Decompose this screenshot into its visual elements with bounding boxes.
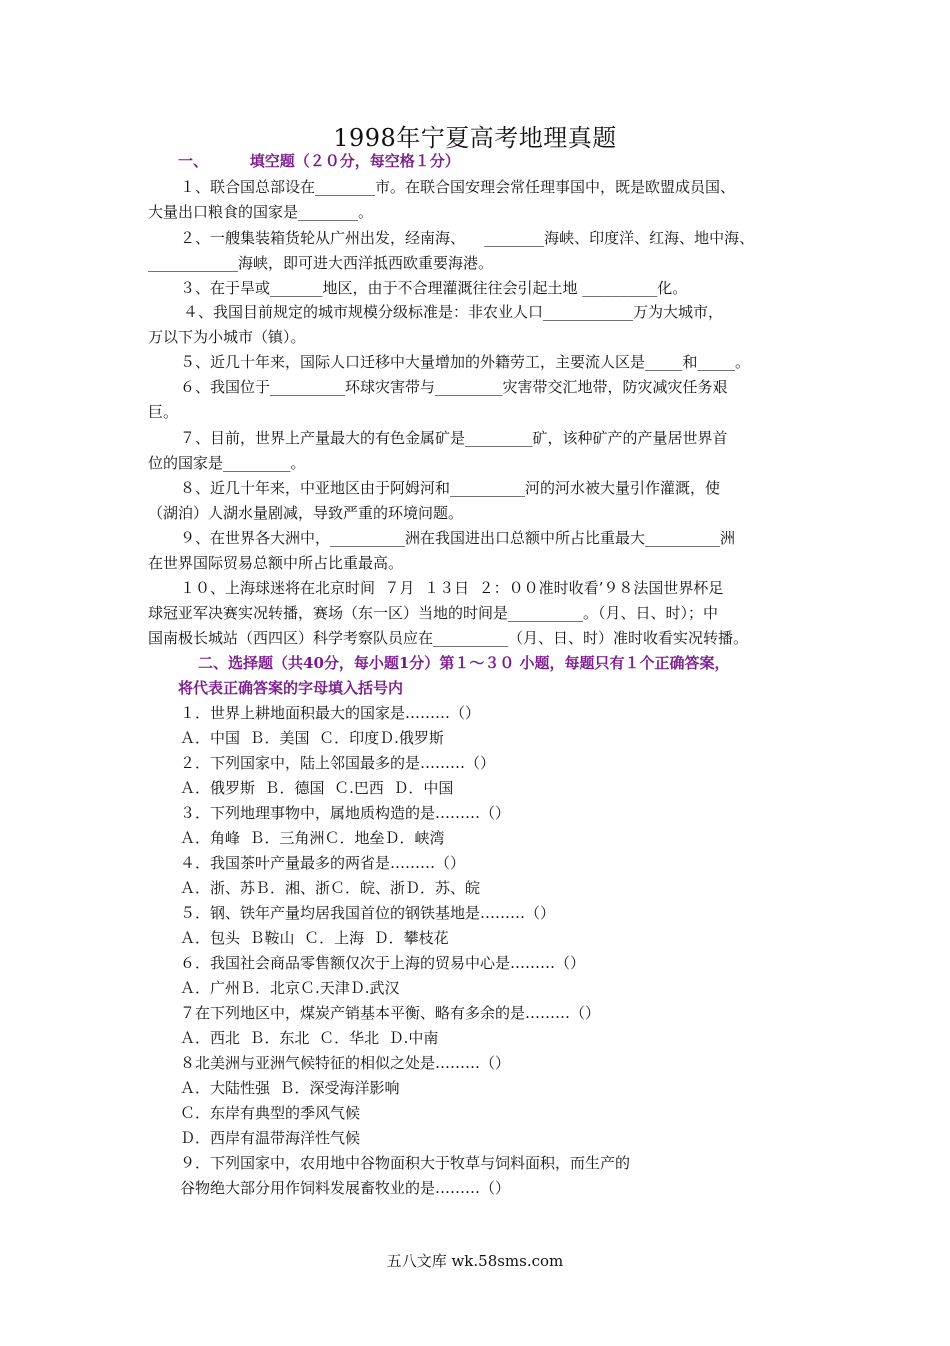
- question-line: ５．钢、铁年产量均居我国首位的钢铁基地是………（）: [180, 904, 556, 922]
- section2-heading-cont: 将代表正确答案的字母填入括号内: [178, 679, 404, 697]
- fill-line: 位的国家是_________。: [148, 454, 306, 472]
- question-line: １．世界上耕地面积最大的国家是………（）: [180, 704, 481, 722]
- fill-line: ３、在于旱或_______地区，由于不合理灌溉往往会引起土地 __________化。: [180, 279, 688, 297]
- fill-line: ５、近几十年来，国际人口迁移中大量增加的外籍劳工，主要流人区是_____和_____。: [180, 353, 751, 371]
- option-line: Ｄ．西岸有温带海洋性气候: [180, 1129, 361, 1147]
- question-line: ７在下列地区中，煤炭产销基本平衡、略有多余的是………（）: [180, 1004, 601, 1022]
- fill-line: ６、我国位于__________环球灾害带与_________灾害带交汇地带，防灾减灾任务艰: [180, 378, 728, 396]
- fill-line: 巨。: [148, 403, 179, 421]
- fill-line: ９、在世界各大洲中，__________洲在我国进出口总额中所占比重最大__________洲: [180, 529, 736, 547]
- fill-line: ４、我国目前规定的城市规模分级标准是：非农业人口____________万为大城市，: [183, 303, 724, 321]
- fill-line: 在世界国际贸易总额中所占比重最高。: [148, 554, 404, 572]
- question-line: ６．我国社会商品零售额仅次于上海的贸易中心是………（）: [180, 954, 586, 972]
- question-line: ８北美洲与亚洲气候特征的相似之处是………（）: [180, 1054, 511, 1072]
- question-line: ３．下列地理事物中，属地质构造的是………（）: [180, 804, 511, 822]
- fill-line: （湖泊）人湖水量剧减，导致严重的环境问题。: [148, 504, 464, 522]
- fill-line: ____________海峡，即可进大西洋抵西欧重要海港。: [148, 254, 494, 272]
- fill-line: ２、一艘集装箱货轮从广州出发，经南海、 ________海峡、印度洋、红海、地中海、: [180, 229, 755, 247]
- option-line: Ａ．角峰 Ｂ．三角洲Ｃ．地垒Ｄ．峡湾: [180, 829, 445, 847]
- fill-line: ７、目前，世界上产量最大的有色金属矿是_________矿，该种矿产的产量居世界首: [180, 429, 728, 447]
- fill-line: 球冠亚军决赛实况转播，赛场（东一区）当地的时间是__________。（月、日、时）；中: [148, 604, 719, 622]
- option-line: Ａ．包头 Ｂ鞍山 Ｃ．上海 Ｄ．攀枝花: [180, 929, 449, 947]
- fill-line: １、联合国总部设在________市。在联合国安理会常任理事国中，既是欧盟成员国、: [180, 178, 736, 196]
- question-line: ９．下列国家中，农用地中谷物面积大于牧草与饲料面积，而生产的: [180, 1154, 631, 1172]
- page-footer: 五八文库 wk.58sms.com: [386, 1252, 564, 1270]
- question-line: ２．下列国家中，陆上邻国最多的是………（）: [180, 754, 496, 772]
- option-line: Ｃ．东岸有典型的季风气候: [180, 1104, 361, 1122]
- option-line: Ａ．浙、苏Ｂ．湘、浙Ｃ．皖、浙Ｄ．苏、皖: [180, 879, 481, 897]
- option-line: Ａ．俄罗斯 Ｂ．德国 Ｃ.巴西 Ｄ．中国: [180, 779, 454, 797]
- fill-line: 万以下为小城市（镇）。: [148, 328, 306, 346]
- document-title: 1998年宁夏高考地理真题: [333, 124, 617, 152]
- question-line: 谷物绝大部分用作饲料发展畜牧业的是………（）: [180, 1179, 511, 1197]
- fill-line: 国南极长城站（西四区）科学考察队员应在__________（月、日、时）准时收看实况转播。: [148, 629, 749, 647]
- option-line: Ａ．广州Ｂ．北京Ｃ.天津Ｄ.武汉: [180, 979, 400, 997]
- option-line: Ａ．大陆性强 Ｂ．深受海洋影响: [180, 1079, 400, 1097]
- fill-line: ８、近几十年来，中亚地区由于阿姆河和__________河的河水被大量引作灌溉，使: [180, 479, 721, 497]
- fill-line: 大量出口粮食的国家是________。: [148, 203, 374, 221]
- option-line: Ａ．中国 Ｂ．美国 Ｃ．印度Ｄ.俄罗斯: [180, 729, 444, 747]
- section2-heading: 二、选择题（共40分，每小题1分）第１～３０ 小题，每题只有１个正确答案，: [198, 654, 730, 672]
- question-line: ４．我国茶叶产量最多的两省是………（）: [180, 854, 466, 872]
- option-line: Ａ．西北 Ｂ．东北 Ｃ．华北 Ｄ.中南: [180, 1029, 439, 1047]
- section1-heading: 一、 填空题（２０分，每空格１分）: [178, 152, 460, 170]
- fill-line: １０、上海球迷将在北京时间 ７月 １３日 ２：００准时收看’９８法国世界杯足: [180, 579, 724, 597]
